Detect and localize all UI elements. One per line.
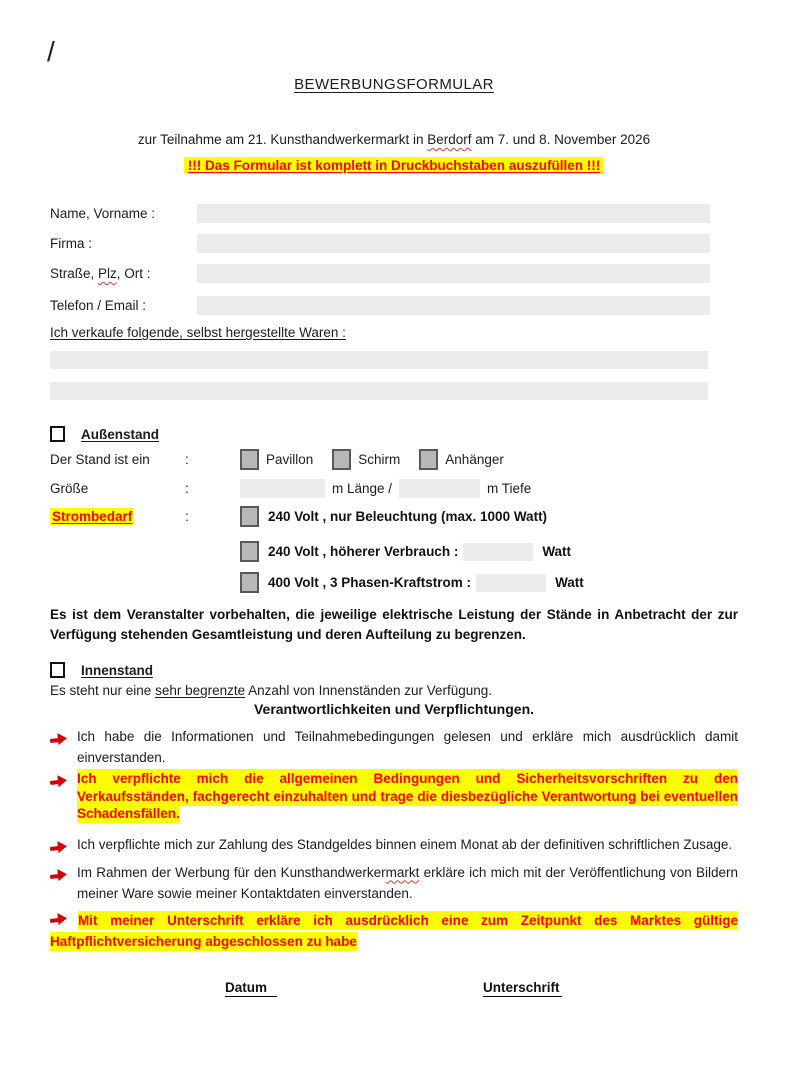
strom-240-verbrauch-checkbox[interactable] [240, 541, 259, 562]
bullet-4-pre: Im Rahmen der Werbung für den Kunsthandwerker [77, 864, 386, 880]
unterschrift-label: Unterschrift [483, 979, 560, 995]
power-label-cell [50, 509, 185, 524]
highlighted-notice: !!! Das Formular ist komplett in Druckbuchstaben auszufüllen !!! [184, 157, 605, 174]
red-arrow-icon [49, 868, 68, 883]
laenge-unit-label: m Länge / [332, 481, 393, 496]
watt-400-input[interactable] [476, 574, 546, 592]
red-arrow-icon [49, 840, 68, 855]
bullet-4-spellcheck-word: markt [385, 864, 420, 880]
phone-email-input[interactable] [197, 296, 710, 315]
signature-row [50, 980, 738, 1002]
firma-label: Firma : [50, 236, 92, 251]
bullet-2-highlighted-text: Ich verpflichte mich die allgemeinen Bedingungen und Sicherheitsvorschriften zu den Verkaufsständen, fachgerecht einzuhalten und trage die diesbezügliche Verantwortung bei eventuellen Schadensfällen. [77, 771, 738, 821]
stand-option-pavillon [240, 449, 313, 470]
power-limit-note: Es ist dem Veranstalter vorbehalten, die jeweilige elektrische Leistung der Stände in Anbetracht der zur Verfügung stehenden Gesamtleistung und deren Aufteilung zu begrenzen. [50, 607, 738, 642]
power-option-1-label: 240 Volt , nur Beleuchtung (max. 1000 Watt) [268, 509, 548, 524]
wares-input-line-1[interactable] [50, 351, 708, 369]
bullet-item-1 [50, 726, 738, 768]
name-input[interactable] [197, 204, 710, 223]
stand-type-colon: : [185, 452, 189, 467]
power-colon: : [185, 509, 189, 524]
size-row [50, 479, 738, 498]
contact-fields [50, 204, 738, 315]
field-row-address [50, 264, 738, 283]
phone-label: Telefon / Email : [50, 298, 147, 313]
size-label: Größe [50, 481, 89, 496]
red-arrow-icon [49, 774, 68, 789]
address-label [50, 266, 197, 281]
availability-pre: Es steht nur eine [50, 683, 156, 698]
laenge-input[interactable] [240, 479, 325, 498]
bullet-4-text [77, 862, 738, 904]
page-title-text: BEWERBUNGSFORMULAR [294, 76, 494, 93]
wares-label: Ich verkaufe folgende, selbst hergestellte Waren : [50, 325, 346, 340]
anhaenger-checkbox[interactable] [419, 449, 438, 470]
watt-240-input[interactable] [463, 543, 533, 561]
stand-option-schirm [332, 449, 400, 470]
bullet-item-2 [50, 770, 738, 823]
stand-type-row [50, 449, 738, 470]
red-arrow-icon [49, 912, 68, 927]
availability-underlined: sehr begrenzte [155, 683, 246, 698]
corner-mark: / [47, 36, 55, 67]
name-label: Name, Vorname : [50, 206, 156, 221]
aussenstand-heading-label: Außenstand [81, 426, 160, 442]
bullet-1-text: Ich habe die Informationen und Teilnahmebedingungen gelesen und erkläre mich ausdrücklich damit einverstanden. [77, 729, 738, 765]
innenstand-checkbox[interactable] [50, 662, 65, 678]
watt-240-unit-label: Watt [542, 544, 572, 559]
subtitle-pre: zur Teilnahme am 21. Kunsthandwerkermarkt in [137, 132, 428, 147]
schirm-checkbox[interactable] [332, 449, 351, 470]
innenstand-availability [50, 683, 738, 698]
stand-type-label: Der Stand ist ein [50, 452, 150, 467]
power-row-3 [240, 572, 738, 593]
strombedarf-label: Strombedarf [52, 509, 133, 524]
notice-row [50, 157, 738, 174]
subtitle [50, 132, 738, 147]
strom-240-beleuchtung-checkbox[interactable] [240, 506, 259, 527]
subtitle-spellcheck-word: Berdorf [427, 132, 472, 147]
field-row-firma [50, 234, 738, 253]
power-row-2 [240, 541, 738, 562]
pavillon-label: Pavillon [266, 452, 314, 467]
bullet-item-3 [50, 834, 738, 859]
anhaenger-label: Anhänger [445, 452, 504, 467]
power-row-1 [50, 506, 738, 527]
page-title [50, 0, 738, 93]
datum-label: Datum [225, 980, 277, 997]
address-label-post: , Ort : [116, 266, 151, 281]
schirm-label: Schirm [358, 452, 401, 467]
firma-input[interactable] [197, 234, 710, 253]
tiefe-unit-label: m Tiefe [487, 481, 532, 496]
red-arrow-icon [49, 732, 68, 747]
bullet-item-4 [50, 862, 738, 904]
bullet-5-highlighted-text: Mit meiner Unterschrift erkläre ich ausdrücklich eine zum Zeitpunkt des Marktes gültige Haftpflichtversicherung abgeschlossen zu habe [50, 912, 738, 949]
power-option-2-label: 240 Volt , höherer Verbrauch : [268, 544, 459, 559]
field-row-phone [50, 296, 738, 315]
size-colon: : [185, 481, 189, 496]
bullet-4-post: erkläre ich mich mit der Veröffentlichung von Bildern meiner Ware sowie meiner Kontaktdaten einverstanden. [77, 864, 738, 901]
bullet-item-5 [50, 910, 738, 952]
innenstand-heading-label: Innenstand [81, 662, 154, 678]
innenstand-section-heading [50, 662, 738, 678]
availability-post: Anzahl von Innenständen zur Verfügung. [245, 683, 493, 698]
power-option-3-label: 400 Volt , 3 Phasen-Kraftstrom : [268, 575, 472, 590]
aussenstand-checkbox[interactable] [50, 426, 65, 442]
subtitle-post: am 7. und 8. November 2026 [471, 132, 651, 147]
address-label-pre: Straße, [50, 266, 99, 281]
tiefe-input[interactable] [399, 479, 480, 498]
field-row-name [50, 204, 738, 223]
aussenstand-section-heading [50, 426, 738, 442]
responsibilities-heading: Verantwortlichkeiten und Verpflichtungen. [253, 701, 535, 717]
address-input[interactable] [197, 264, 710, 283]
stand-option-anhaenger [419, 449, 504, 470]
wares-input-line-2[interactable] [50, 382, 708, 400]
strom-400-checkbox[interactable] [240, 572, 259, 593]
watt-400-unit-label: Watt [555, 575, 584, 590]
address-spellcheck-word: Plz [98, 266, 117, 281]
pavillon-checkbox[interactable] [240, 449, 259, 470]
bullet-3-text: Ich verpflichte mich zur Zahlung des Standgeldes binnen einem Monat ab der definitiven schriftlichen Zusage. [77, 836, 733, 852]
